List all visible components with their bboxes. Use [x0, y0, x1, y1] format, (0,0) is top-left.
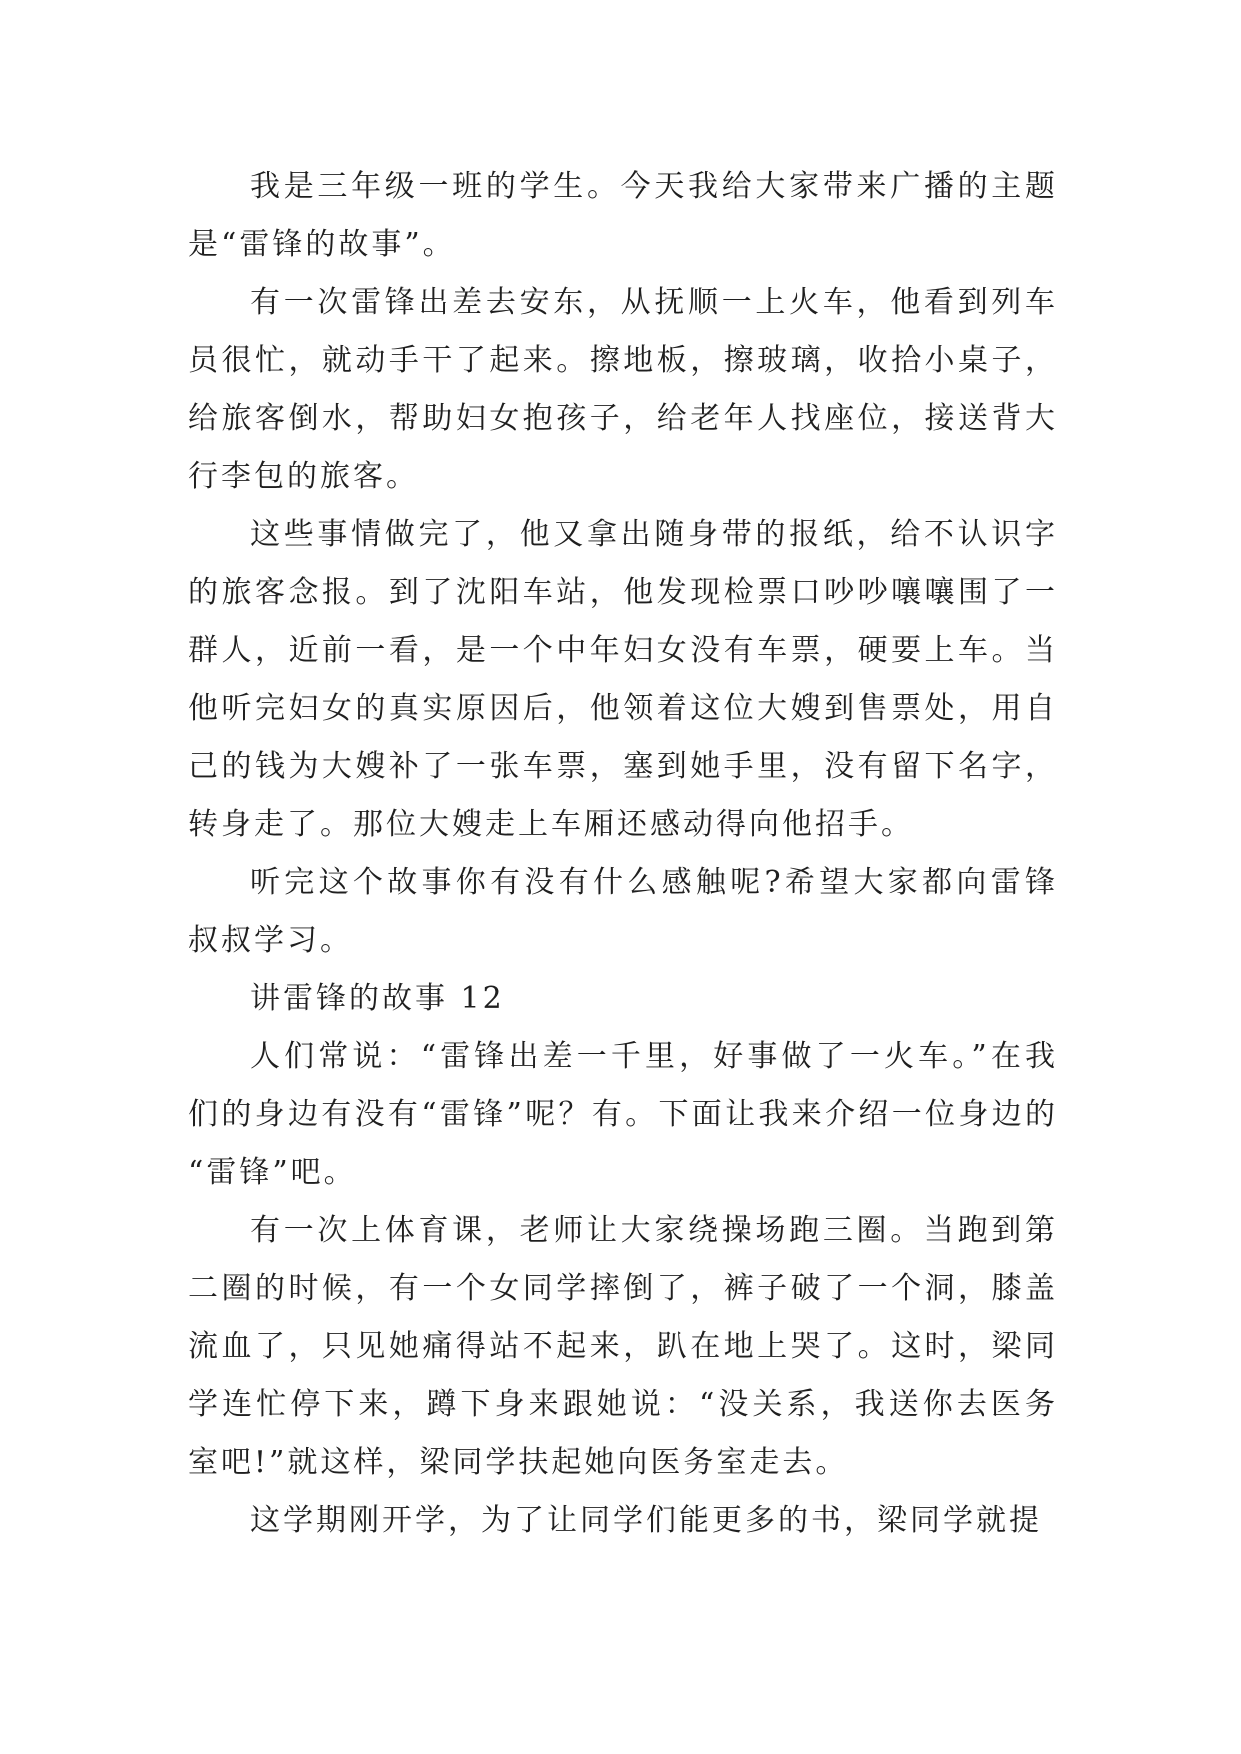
paragraph-conclusion: 听完这个故事你有没有什么感触呢?希望大家都向雷锋叔叔学习。	[188, 865, 1058, 958]
paragraph-quote-intro: 人们常说：“雷锋出差一千里，好事做了一火车。”在我们的身边有没有“雷锋”呢？有。下面让我来介绍一位身边的“雷锋”吧。	[188, 1039, 1058, 1190]
section-heading: 讲雷锋的故事 12	[250, 981, 505, 1016]
paragraph-train-story: 有一次雷锋出差去安东，从抚顺一上火车，他看到列车员很忙，就动手干了起来。擦地板，擦玻璃，收拾小桌子，给旅客倒水，帮助妇女抱孩子，给老年人找座位，接送背大行李包的旅客。	[188, 285, 1058, 494]
document-body	[188, 158, 1058, 1550]
paragraph-intro: 我是三年级一班的学生。今天我给大家带来广播的主题是“雷锋的故事”。	[188, 169, 1058, 262]
paragraph-pe-class-story: 有一次上体育课，老师让大家绕操场跑三圈。当跑到第二圈的时候，有一个女同学摔倒了，裤子破了一个洞，膝盖流血了，只见她痛得站不起来，趴在地上哭了。这时，梁同学连忙停下来，蹲下身来跟她说：“没关系，我送你去医务室吧!”就这样，梁同学扶起她向医务室走去。	[188, 1213, 1058, 1480]
paragraph-ticket-story: 这些事情做完了，他又拿出随身带的报纸，给不认识字的旅客念报。到了沈阳车站，他发现检票口吵吵嚷嚷围了一群人，近前一看，是一个中年妇女没有车票，硬要上车。当他听完妇女的真实原因后，他领着这位大嫂到售票处，用自己的钱为大嫂补了一张车票，塞到她手里，没有留下名字，转身走了。那位大嫂走上车厢还感动得向他招手。	[188, 517, 1058, 842]
paragraph-semester-story: 这学期刚开学，为了让同学们能更多的书，梁同学就提	[250, 1503, 1042, 1538]
